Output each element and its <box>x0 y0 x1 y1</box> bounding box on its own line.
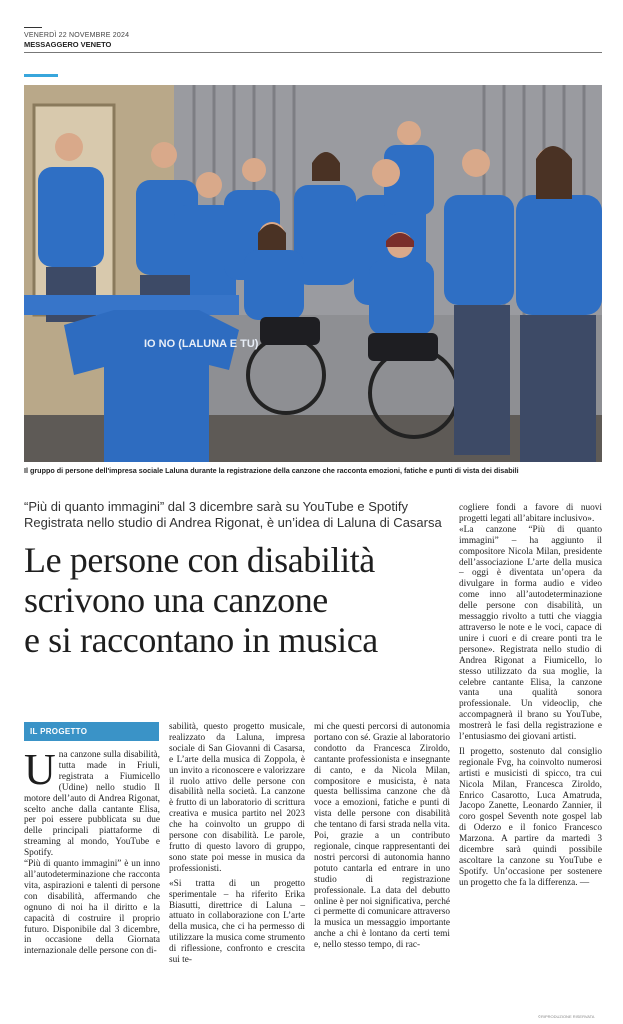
copyright-notice: ©RIPRODUZIONE RISERVATA <box>538 1014 595 1019</box>
headline-line-1: Le persone con disabilità <box>24 540 375 580</box>
body-column-3 <box>314 722 450 951</box>
body-paragraph: «La canzone “Più di quanto immagini” – ha aggiunto il compositore Nicola Milan, presidente dell’associazione L’arte della musica – oggi è diventata un’opera da divulgare in forma audio e video come inno all’autodeterminazione delle persone con disabilità, un messaggio rivolto a tutti che viaggia attraverso le note e le voci, capace di unire i cuori e di creare ponti tra le persone». Registrata nello studio di Andrea Rigonat a Fiumicello, lo stesso utilizzato da sua moglie, la celebre cantante Elisa, la canzone vanta una qualità sonora professionale. Un videoclip, che accompagnerà il brano su YouTube, mostrerà le fasi della registrazione e l’entusiasmo dei giovani artisti. <box>459 524 602 743</box>
body-paragraph: cogliere fondi a favore di nuovi progetti legati all’abitare inclusivo». <box>459 503 602 524</box>
article-photo <box>24 85 602 462</box>
masthead <box>24 27 602 53</box>
body-paragraph: “Più di quanto immagini” è un inno all’autodeterminazione che racconta vita, aspirazioni e talenti di persone con disabilità, affermando che ognuno di noi ha il diritto e la capacità di costruire il proprio futuro. Disponibile dal 3 dicembre, in occasione della Giornata internazionale delle persone con di- <box>24 859 160 957</box>
body-paragraph: mi che questi percorsi di autonomia portano con sé. Grazie al laboratorio condotto da Francesca Ziroldo, cantante professionista e insegnante di canto, e da Nicola Milan, compositore e musicista, è nata questa bellissima canzone che dà voce a emozioni, fatiche e punti di vista delle persone con disabilità che tentano di farsi strada nella vita. Poi, grazie a un contributo regionale, cinque rappresentanti dei nostri percorsi di autonomia hanno potuto cantarla ed entrare in uno studio di registrazione professionale. La data del debutto online è per noi significativa, perché ci permette di comunicare attraverso la musica un messaggio importante anche a chi è lontano da certi temi e, nello stesso tempo, di rac- <box>314 722 450 951</box>
section-label: IL PROGETTO <box>24 722 159 741</box>
body-column-1 <box>24 745 160 957</box>
subheadline-1: “Più di quanto immagini” dal 3 dicembre sarà su YouTube e Spotify <box>24 499 408 514</box>
body-paragraph: «Si tratta di un progetto sperimentale – ha riferito Erika Biasutti, direttrice di Laluna – attuato in collaborazione con L’arte della musica, che ci ha permesso di utilizzare la musica come strumento di riflessione, confronto e crescita sui te- <box>169 878 305 966</box>
photo-caption: Il gruppo di persone dell'impresa sociale Laluna durante la registrazione della canzone che racconta emozioni, fatiche e punti di vista dei disabili <box>24 466 519 475</box>
subheadline-2: Registrata nello studio di Andrea Rigonat, è un’idea di Laluna di Casarsa <box>24 515 442 530</box>
body-paragraph <box>24 745 160 859</box>
shirt-print-text: IO NO (LALUNA E TU) <box>144 338 259 350</box>
body-column-2 <box>169 722 305 966</box>
lead-text: na canzone sulla disabilità, tutta made in Friuli, registrata a Fiumicello (Udine) nello studio Il motore dell’auto di Andrea Rigonat, scelto anche dalla cantante Elisa, per poi essere pubblicata su due delle principali piattaforme di streaming al mondo, YouTube e Spotify. <box>24 750 160 859</box>
body-paragraph: Il progetto, sostenuto dal consiglio regionale Fvg, ha coinvolto numerosi artisti e musicisti di spicco, tra cui Nicola Milan, Francesca Ziroldo, Enrico Casarotto, Luca Amatruda, Jacopo Zanette, Leonardo Zannier, il coro gospel Seventh note gospel lab di Oderzo e il fonico Francesco Marzona. A partire da martedì 3 dicembre sarà quindi possibile ascoltare la canzone su YouTube e Spotify. Un’occasione per sostenere un progetto che fa la differenza. — <box>459 746 602 888</box>
headline <box>24 540 464 660</box>
body-column-4 <box>459 503 602 889</box>
newspaper-name: MESSAGGERO VENETO <box>24 40 112 49</box>
group-photo-illustration <box>24 85 602 462</box>
accent-bar <box>24 74 58 77</box>
masthead-rule <box>24 52 602 53</box>
issue-date: VENERDÌ 22 NOVEMBRE 2024 <box>24 32 130 39</box>
subheadlines <box>24 499 452 531</box>
masthead-dash <box>24 27 42 28</box>
headline-line-3: e si raccontano in musica <box>24 620 378 660</box>
drop-cap: U <box>24 745 56 794</box>
headline-line-2: scrivono una canzone <box>24 580 328 620</box>
body-paragraph: sabilità, questo progetto musicale, realizzato da Laluna, impresa sociale di San Giovanni di Casarsa, e L’arte della musica di Zoppola, è un invito a riconoscere e valorizzare il ruolo attivo delle persone con disabilità nella società. La canzone è frutto di un laboratorio di scrittura creativa e musica partito nel 2023 che ha coinvolto un gruppo di persone con disabilità. Le parole, frutto di questo lavoro di gruppo, sono state poi messe in musica da professionisti. <box>169 722 305 874</box>
